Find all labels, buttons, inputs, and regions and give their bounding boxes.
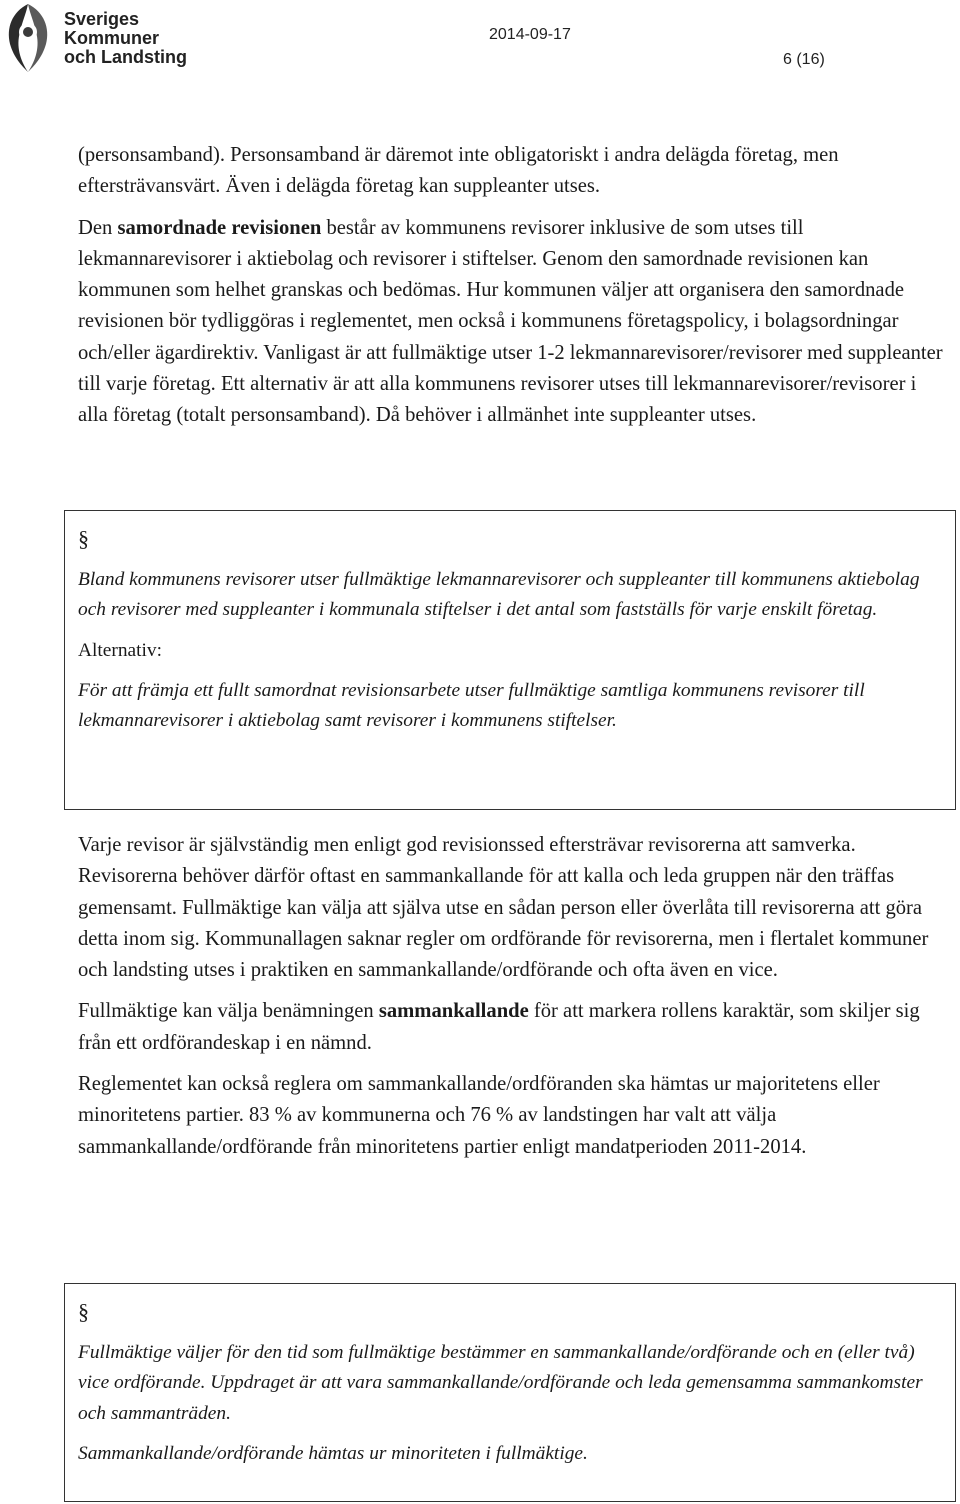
regulation-text-3: Sammankallande/ordförande hämtas ur minoriteten i fullmäktige. xyxy=(78,1442,588,1464)
page-number: 6 (16) xyxy=(783,51,825,68)
regulation-text-2: Fullmäktige väljer för den tid som fullmäktige bestämmer en sammankallande/ordförande och en (eller två) vice ordförande. Uppdraget är att vara sammankallande/ordförande och leda gemensamma sammankomster och sammanträden. xyxy=(78,1342,923,1424)
regulation-text-alternative: För att främja ett fullt samordnat revisionsarbete utser fullmäktige samtliga kommunens revisorer till lekmannarevisorer i aktiebolag samt revisorer i kommunens stiftelser. xyxy=(78,679,865,732)
middle-section xyxy=(78,830,948,1163)
intro-paragraph-1: (personsamband). Personsamband är däremot inte obligatoriskt i andra delägda företag, men eftersträvansvärt. Även i delägda företag kan suppleanter utses. xyxy=(78,144,839,198)
middle-paragraph-3: Reglementet kan också reglera om sammankallande/ordföranden ska hämtas ur majoritetens eller minoritetens partier. 83 % av kommunerna och 76 % av landstingen har valt att välja sammankallande/ordförande från minoritetens partier enligt mandatperioden 2011-2014. xyxy=(78,1073,880,1158)
intro-p2-rest: består av kommunens revisorer inklusive de som utses till lekmannarevisorer i aktiebolag och revisorer i stiftelser. Genom den samordnade revisionen kan kommunen som helhet granskas och bedömas. Hur kommunen väljer att organisera den samordnade revisionen bör tydliggöras i reglementet, men också i kommunens företagspolicy, i bolagsordningar och/eller ägardirektiv. Vanligast är att fullmäktige utser 1-2 lekmannarevisorer/revisorer med suppleanter till varje företag. Ett alternativ är att alla kommunens revisorer utses till lekmannarevisorer/revisorer i alla företag (totalt personsamband). Då behöver i allmänhet inte suppleanter utses. xyxy=(78,216,943,427)
page-header xyxy=(0,0,960,80)
alternative-label: Alternativ: xyxy=(78,639,163,661)
logo-line-1: Sveriges xyxy=(64,9,140,29)
middle-paragraph-2 xyxy=(78,996,948,1059)
middle-paragraph-1: Varje revisor är självständig men enligt god revisionssed eftersträvar revisorerna att samverka. Revisorerna behöver därför oftast en sammankallande för att kalla och leda gruppen när den träffas gemensamt. Fullmäktige kan välja att själva utse en sådan person eller överlåta till revisorerna att göra detta inom sig. Kommunallagen saknar regler om ordförande för revisorerna, men i flertalet kommuner och landsting utses i praktiken en sammankallande/ordförande och ofta även en vice. xyxy=(78,834,929,982)
regulation-box-1 xyxy=(64,510,956,810)
section-sign-icon: § xyxy=(78,1299,89,1324)
middle-p2-rest: för att markera rollens karaktär, som skiljer sig från ett ordförandeskap i en nämnd. xyxy=(78,1000,920,1054)
intro-paragraph-2 xyxy=(78,213,948,432)
logo-wordmark xyxy=(64,10,187,67)
regulation-text-1: Bland kommunens revisorer utser fullmäktige lekmannarevisorer och suppleanter till kommunens aktiebolag och revisorer med suppleanter i kommunala stiftelser i det antal som fastställs för varje enskilt företag. xyxy=(78,569,920,621)
intro-p2-start: Den xyxy=(78,216,118,239)
regulation-box-2 xyxy=(64,1283,956,1502)
skl-logo-icon xyxy=(2,2,54,74)
middle-p2-start: Fullmäktige kan välja benämningen xyxy=(78,1000,379,1023)
section-sign-icon: § xyxy=(78,526,89,551)
term-sammankallande: sammankallande xyxy=(378,1000,529,1023)
term-samordnade-revisionen: samordnade revisionen xyxy=(117,216,322,239)
intro-section xyxy=(78,140,948,432)
logo-line-2: Kommuner xyxy=(64,28,160,48)
logo-line-3: och Landsting xyxy=(64,47,187,67)
document-date: 2014-09-17 xyxy=(489,26,571,43)
